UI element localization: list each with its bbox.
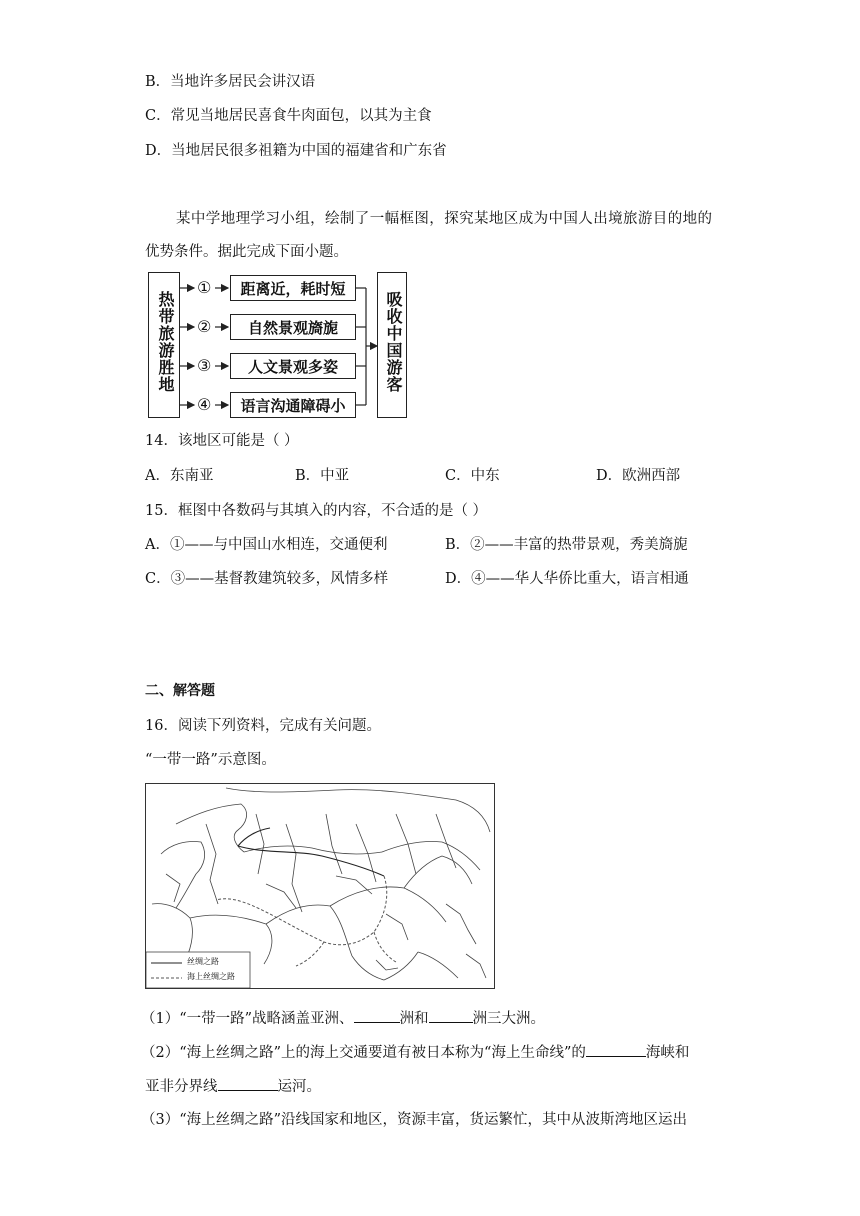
row-1-number: ① <box>197 278 212 297</box>
q15-option-a: A．①——与中国山水相连，交通便利 <box>145 537 388 553</box>
intro-line-2: 优势条件。据此完成下面小题。 <box>145 244 348 260</box>
map-caption: “一带一路”示意图。 <box>145 752 276 768</box>
row-2-number: ② <box>197 317 212 336</box>
right-box-label: 吸收中国游客 <box>384 291 403 393</box>
q16-stem: 16．阅读下列资料，完成有关问题。 <box>145 718 381 734</box>
row-4-number: ④ <box>197 395 212 414</box>
q16-part-2-continued <box>145 1076 321 1097</box>
q16-part-2-text-c: 亚非分界线 <box>145 1079 218 1095</box>
flow-diagram <box>148 272 408 420</box>
row-3-box: 人文景观多姿 <box>230 353 356 379</box>
row-4-box: 语言沟通障碍小 <box>230 392 356 418</box>
q13-option-c: C．常见当地居民喜食牛肉面包，以其为主食 <box>145 108 432 124</box>
q16-part-2-blank-1[interactable] <box>586 1042 646 1057</box>
q13-option-d: D．当地居民很多祖籍为中国的福建省和广东省 <box>145 143 447 159</box>
q14-option-b: B．中亚 <box>295 468 350 484</box>
q16-part-1-text-b: 洲和 <box>399 1011 429 1027</box>
q14-option-c: C．中东 <box>445 468 500 484</box>
q14-option-d: D．欧洲西部 <box>596 468 681 484</box>
q16-part-3: （3）“海上丝绸之路”沿线国家和地区，资源丰富，货运繁忙，其中从波斯湾地区运出 <box>141 1112 688 1128</box>
q16-part-2-text-d: 运河。 <box>277 1079 321 1095</box>
legend-maritime-silk-road: 海上丝绸之路 <box>187 972 235 981</box>
q16-part-2-text-b: 海峡和 <box>645 1045 690 1061</box>
q16-part-1-text-a: （1）“一带一路”战略涵盖亚洲、 <box>141 1011 354 1027</box>
q15-option-d: D．④——华人华侨比重大，语言相通 <box>445 571 689 587</box>
intro-line-1: 某中学地理学习小组，绘制了一幅框图，探究某地区成为中国人出境旅游目的地的 <box>176 211 713 227</box>
q16-part-2 <box>141 1042 689 1063</box>
q13-option-b: B．当地许多居民会讲汉语 <box>145 74 316 90</box>
q16-part-1 <box>141 1008 545 1029</box>
row-3-number: ③ <box>197 356 212 375</box>
q14-stem: 14．该地区可能是（ ） <box>145 433 299 449</box>
q16-part-2-blank-2[interactable] <box>218 1076 278 1091</box>
q16-part-1-text-c: 洲三大洲。 <box>472 1011 546 1027</box>
q16-part-2-text-a: （2）“海上丝绸之路”上的海上交通要道有被日本称为“海上生命线”的 <box>141 1045 586 1061</box>
q16-part-1-blank-1[interactable] <box>354 1008 400 1023</box>
q16-part-1-blank-2[interactable] <box>429 1008 473 1023</box>
q15-option-c: C．③——基督教建筑较多，风情多样 <box>145 571 389 587</box>
q15-stem: 15．框图中各数码与其填入的内容，不合适的是（ ） <box>145 503 488 519</box>
q14-option-a: A．东南亚 <box>145 468 214 484</box>
legend-silk-road: 丝绸之路 <box>187 957 219 966</box>
left-box-label: 热带旅游胜地 <box>156 291 175 393</box>
row-2-box: 自然景观旖旎 <box>230 314 356 340</box>
section-title: 二、解答题 <box>145 683 215 699</box>
right-box <box>377 272 407 418</box>
belt-road-map <box>145 783 495 989</box>
row-1-box: 距离近，耗时短 <box>230 275 356 301</box>
q15-option-b: B．②——丰富的热带景观，秀美旖旎 <box>445 537 688 553</box>
